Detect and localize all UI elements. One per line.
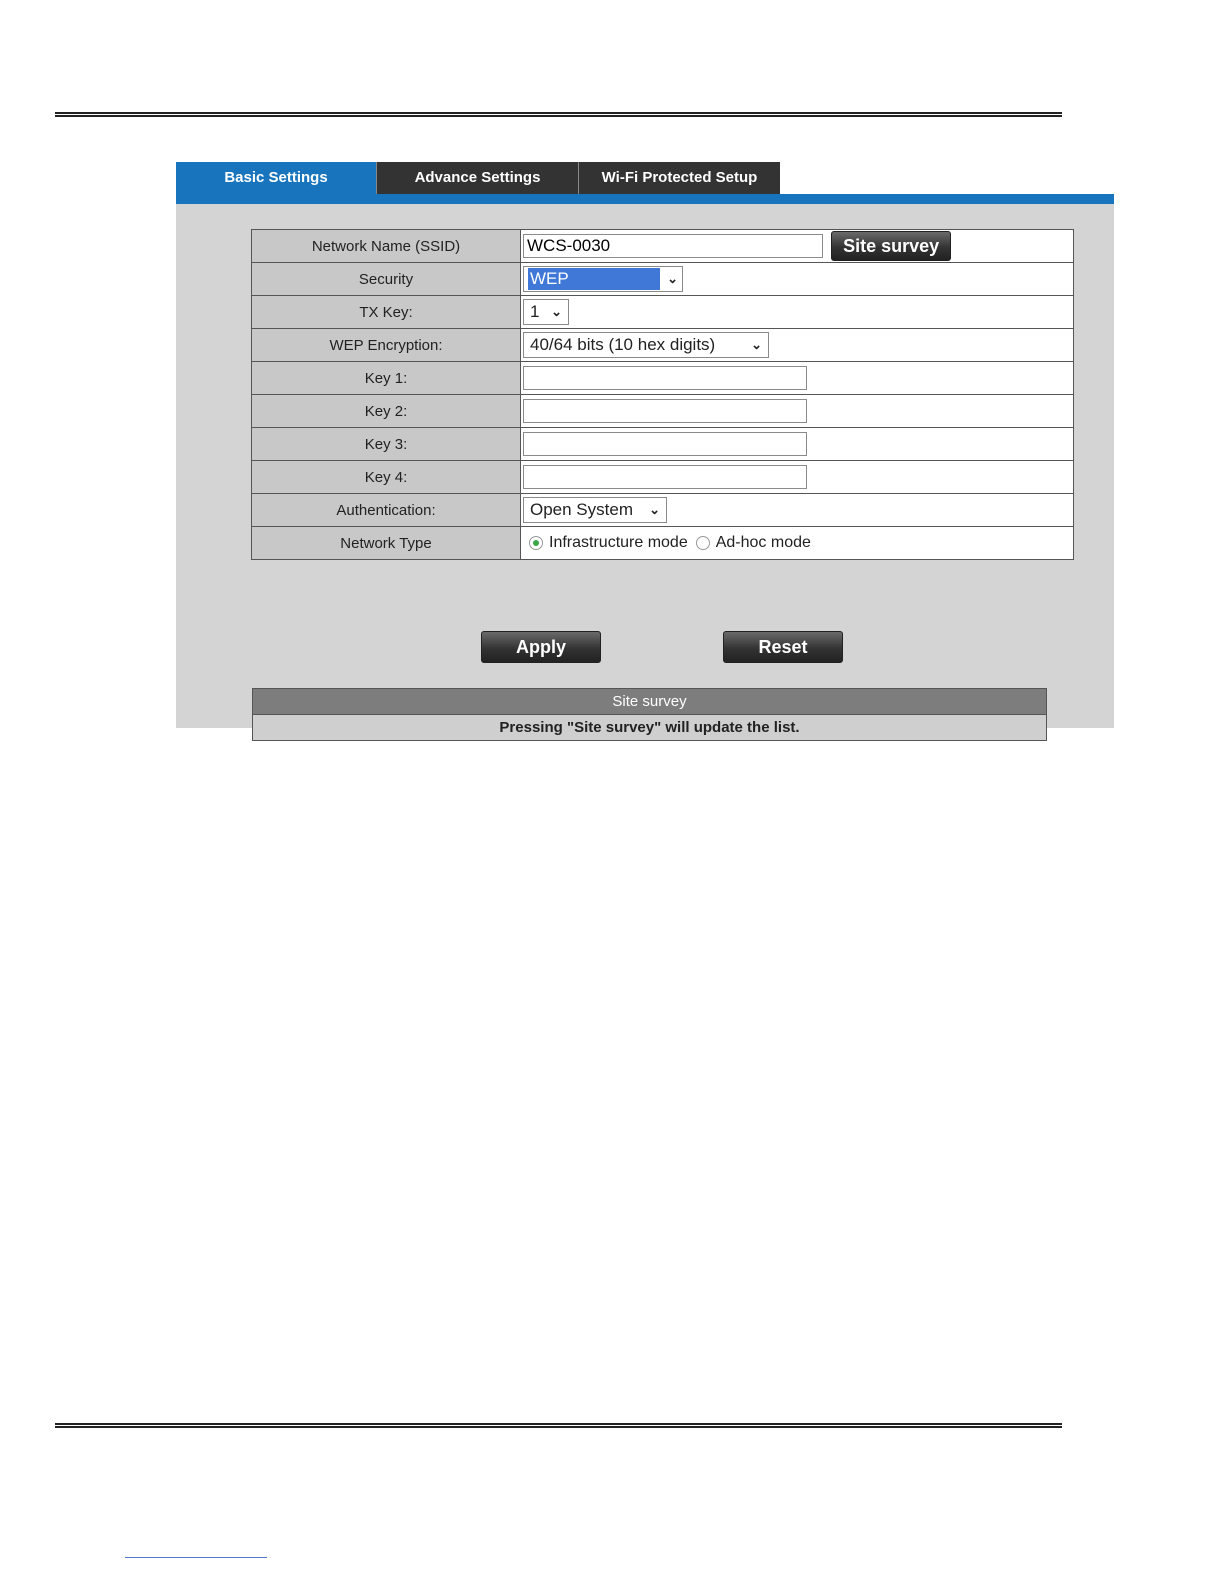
- key4-label: Key 4:: [252, 461, 521, 494]
- infrastructure-mode-radio[interactable]: [529, 536, 543, 550]
- ssid-input[interactable]: [523, 234, 823, 258]
- row-ssid: [252, 230, 1074, 263]
- security-selected-value: WEP: [528, 268, 660, 290]
- apply-button[interactable]: Apply: [481, 631, 601, 663]
- bottom-rule: [55, 1423, 1062, 1428]
- ad-hoc-mode-radio[interactable]: [696, 536, 710, 550]
- reset-button[interactable]: Reset: [723, 631, 843, 663]
- row-key3: [252, 428, 1074, 461]
- footer-link-underline: [125, 1557, 267, 1558]
- tab-underline: [176, 194, 1114, 204]
- top-rule: [55, 112, 1062, 117]
- tx-key-label: TX Key:: [252, 296, 521, 329]
- tab-bar: [176, 162, 1114, 194]
- wep-encryption-select[interactable]: [523, 332, 769, 358]
- chevron-down-icon: ⌄: [667, 271, 678, 286]
- security-select[interactable]: [523, 266, 683, 292]
- key3-label: Key 3:: [252, 428, 521, 461]
- settings-panel: [176, 162, 1114, 736]
- site-survey-button[interactable]: Site survey: [831, 231, 951, 261]
- infrastructure-mode-label: Infrastructure mode: [549, 534, 688, 552]
- key2-input[interactable]: [523, 399, 807, 423]
- row-tx-key: [252, 296, 1074, 329]
- tab-basic-settings[interactable]: Basic Settings: [176, 162, 376, 194]
- key2-label: Key 2:: [252, 395, 521, 428]
- wep-encryption-label: WEP Encryption:: [252, 329, 521, 362]
- basic-settings-table: [251, 229, 1074, 560]
- tx-key-value: 1: [530, 302, 540, 321]
- key1-label: Key 1:: [252, 362, 521, 395]
- chevron-down-icon: ⌄: [751, 337, 762, 352]
- ad-hoc-mode-label: Ad-hoc mode: [715, 534, 811, 552]
- row-key1: [252, 362, 1074, 395]
- row-wep-encryption: [252, 329, 1074, 362]
- security-label: Security: [252, 263, 521, 296]
- row-key2: [252, 395, 1074, 428]
- authentication-select[interactable]: [523, 497, 667, 523]
- row-key4: [252, 461, 1074, 494]
- row-network-type: [252, 527, 1074, 560]
- tab-wifi-protected-setup[interactable]: Wi-Fi Protected Setup: [578, 162, 780, 194]
- site-survey-message: Pressing "Site survey" will update the list.: [253, 715, 1047, 741]
- key1-input[interactable]: [523, 366, 807, 390]
- authentication-label: Authentication:: [252, 494, 521, 527]
- ssid-label: Network Name (SSID): [252, 230, 521, 263]
- wep-encryption-value: 40/64 bits (10 hex digits): [530, 335, 716, 354]
- tx-key-select[interactable]: [523, 299, 569, 325]
- row-security: [252, 263, 1074, 296]
- site-survey-table: [252, 688, 1047, 741]
- chevron-down-icon: ⌄: [551, 304, 562, 319]
- key3-input[interactable]: [523, 432, 807, 456]
- authentication-value: Open System: [530, 500, 633, 519]
- network-type-label: Network Type: [252, 527, 521, 560]
- tab-content: [176, 204, 1114, 736]
- key4-input[interactable]: [523, 465, 807, 489]
- tab-advance-settings[interactable]: Advance Settings: [376, 162, 578, 194]
- chevron-down-icon: ⌄: [649, 502, 660, 517]
- site-survey-title: Site survey: [253, 689, 1047, 715]
- row-authentication: [252, 494, 1074, 527]
